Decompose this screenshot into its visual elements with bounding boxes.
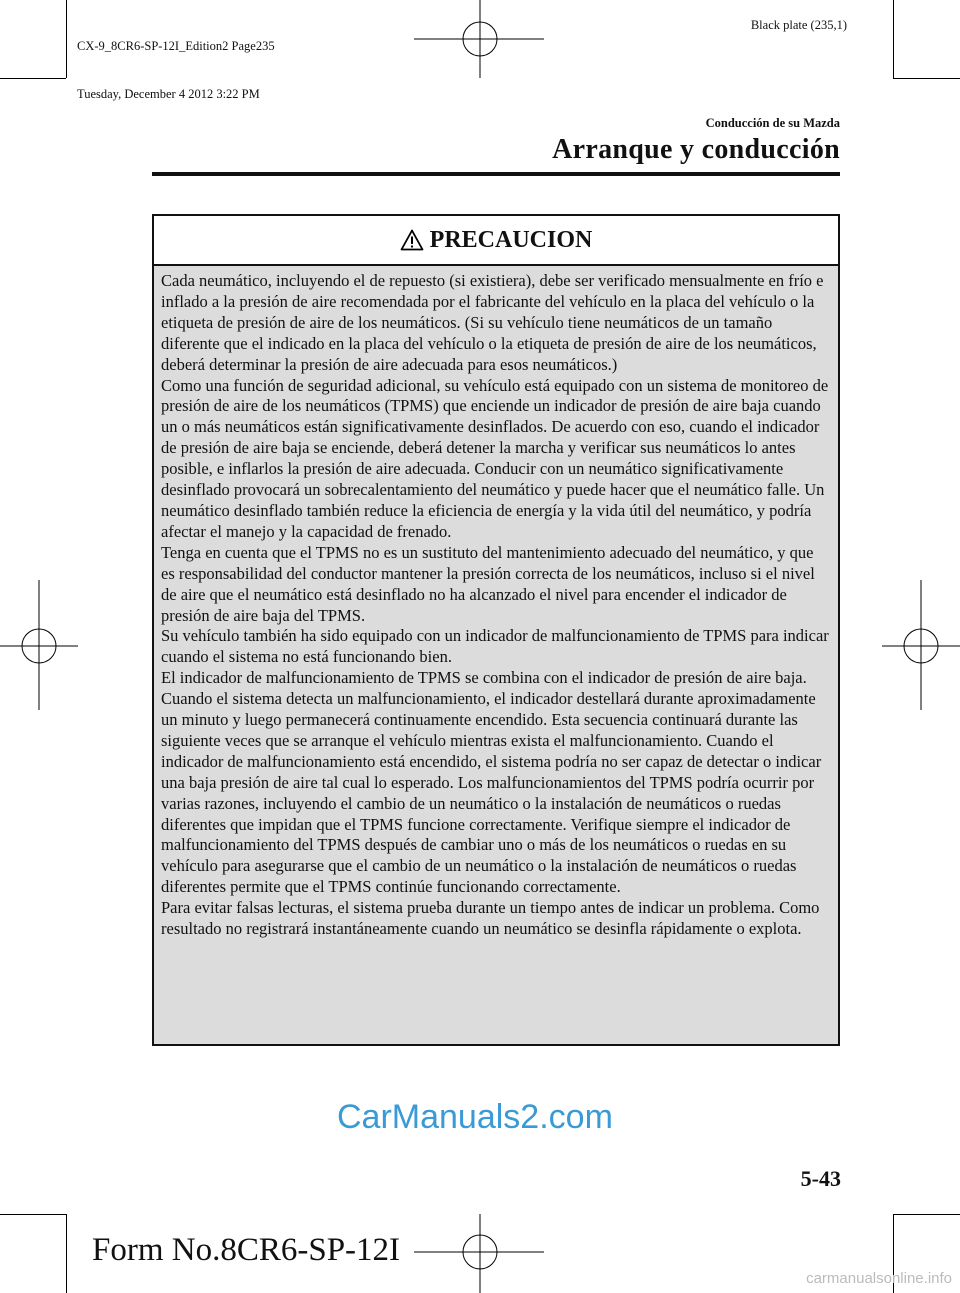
footer-watermark: carmanualsonline.info (806, 1270, 952, 1287)
caution-paragraph: Como una función de seguridad adicional, su vehículo está equipado con un sistema de monitoreo de presión de aire de los neumáticos (TPMS) que enciende un indicador de presión de aire baja cuando un o más neumáticos están significativamente desinflados. De acuerdo con eso, cuando el indicador de presión de aire baja se enciende, deberá detener la marcha y verificar sus neumáticos lo antes posible, e inflarlos la presión de aire adecuada. Conducir con un neumático significativamente desinflado provocará un sobrecalentamiento del neumático y puede hacer que el neumático falle. Un neumático desinflado también reduce la eficiencia de energía y la vida útil del neumático, y podría afectar el manejo y la capacidad de frenado. (161, 375, 829, 541)
registration-mark-bottom (414, 1214, 544, 1293)
watermark-logo: CarManuals2.com (337, 1098, 613, 1136)
form-number: Form No.8CR6-SP-12I (92, 1232, 401, 1268)
caution-paragraph: Su vehículo también ha sido equipado con un indicador de malfuncionamiento de TPMS para indicar cuando el sistema no está funcionando bien. (161, 626, 829, 667)
print-header (77, 6, 275, 118)
page-number: 5-43 (800, 1166, 841, 1191)
caution-paragraph: Para evitar falsas lecturas, el sistema prueba durante un tiempo antes de indicar un problema. Como resultado no registrará instantáneamente cuando un neumático se desinfla rápidamente o explota. (161, 898, 820, 939)
caution-header (154, 216, 838, 266)
caution-box (152, 214, 840, 1046)
caution-paragraph: Tenga en cuenta que el TPMS no es un sustituto del mantenimiento adecuado del neumático, y que es responsabilidad del conductor mantener la presión correcta de los neumáticos, incluso si el nivel de aire que el neumático está desinflado no ha alcanzado el nivel para encender el indicador de presión de aire baja del TPMS. (161, 542, 815, 625)
header-rule (152, 172, 840, 176)
section-title: Conducción de su Mazda (705, 116, 840, 130)
warning-triangle-icon (400, 229, 424, 251)
caution-body (154, 266, 838, 940)
caution-title: PRECAUCION (429, 226, 593, 253)
registration-mark-left (0, 580, 80, 710)
print-header-file: CX-9_8CR6-SP-12I_Edition2 Page235 (77, 39, 275, 53)
registration-mark-top (414, 0, 544, 80)
registration-mark-right (880, 580, 960, 710)
caution-paragraph: Cada neumático, incluyendo el de repuesto (si existiera), debe ser verificado mensualmente en frío e inflado a la presión de aire recomendada por el fabricante del vehículo en la placa del vehículo o la etiqueta de presión de aire de los neumáticos. (Si su vehículo tiene neumáticos de un tamaño diferente que el indicado en la placa del vehículo o la etiqueta de presión de aire de los neumáticos, deberá determinar la presión de aire adecuada para esos neumáticos.) (161, 271, 824, 374)
plate-label: Black plate (235,1) (750, 18, 847, 32)
caution-paragraph: El indicador de malfuncionamiento de TPMS se combina con el indicador de presión de aire baja. Cuando el sistema detecta un malfuncionamiento, el indicador destellará durante aproximadamente un minuto y luego permanecerá continuamente encendido. Esta secuencia continuará durante las siguiente veces que se arranque el vehículo mientras exista el malfuncionamiento. Cuando el indicador de malfuncionamiento está encendido, el sistema podría no ser capaz de detectar o indicar una baja presión de aire tal cual lo esperado. Los malfuncionamientos del TPMS podría ocurrir por varias razones, incluyendo el cambio de un neumático o la instalación de neumáticos o ruedas diferentes que impidan que el TPMS funcione correctamente. Verifique siempre el indicador de malfuncionamiento del TPMS después de cambiar uno o más de los neumáticos o ruedas en su vehículo para asegurarse que el cambio de un neumático o la instalación de neumáticos o ruedas diferentes permite que el TPMS continúe funcionando correctamente. (161, 668, 822, 897)
print-header-date: Tuesday, December 4 2012 3:22 PM (77, 87, 260, 101)
chapter-title: Arranque y conducción (552, 134, 840, 165)
